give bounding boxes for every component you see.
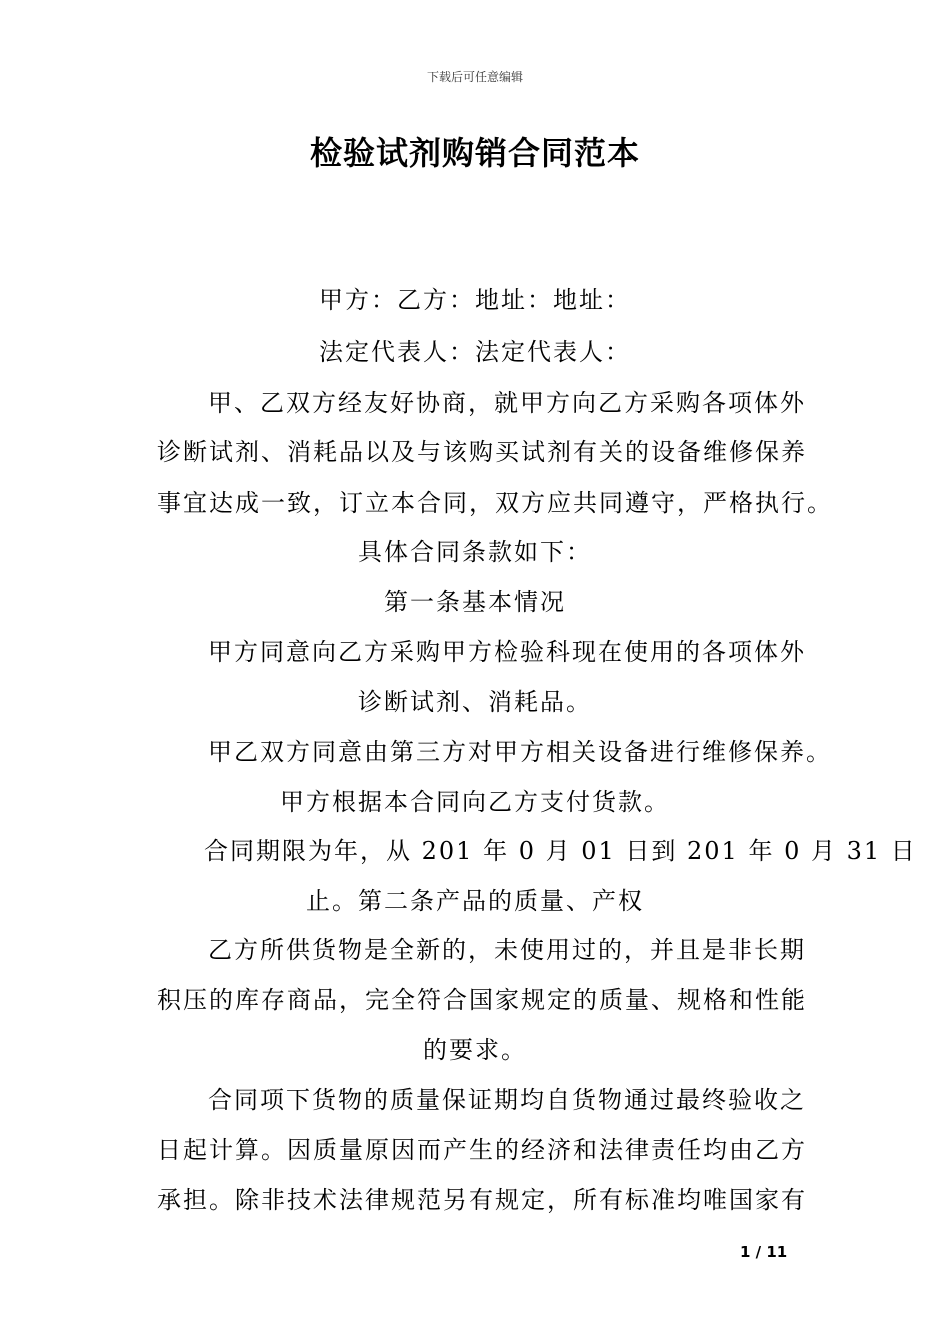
paragraph-line: 承担。除非技术法律规范另有规定，所有标准均唯国家有: [157, 1186, 807, 1214]
paragraph-line: 日起计算。因质量原因而产生的经济和法律责任均由乙方: [157, 1136, 807, 1164]
paragraph-line: 积压的库存商品，完全符合国家规定的质量、规格和性能: [157, 986, 807, 1014]
paragraph-line: 的要求。: [423, 1036, 527, 1064]
paragraph-line: 甲方根据本合同向乙方支付货款。: [280, 788, 670, 816]
party-address-line: 甲方：乙方：地址：地址：: [319, 286, 631, 314]
article-heading: 第一条基本情况: [384, 588, 566, 616]
paragraph-line: 诊断试剂、消耗品。: [358, 688, 592, 716]
paragraph-line: 甲乙双方同意由第三方对甲方相关设备进行维修保养。: [208, 738, 832, 766]
page-number: 1 / 11: [740, 1243, 788, 1261]
paragraph-line: 止。第二条产品的质量、产权: [306, 887, 644, 915]
paragraph-line: 诊断试剂、消耗品以及与该购买试剂有关的设备维修保养: [157, 438, 807, 466]
paragraph-line: 具体合同条款如下：: [358, 538, 592, 566]
paragraph-line: 乙方所供货物是全新的，未使用过的，并且是非长期: [208, 936, 806, 964]
paragraph-line: 事宜达成一致，订立本合同，双方应共同遵守，严格执行。: [157, 489, 833, 517]
contract-term-line: 合同期限为年，从 201 年 0 月 01 日到 201 年 0 月 31 日: [204, 837, 917, 865]
document-title: 检验试剂购销合同范本: [309, 134, 640, 172]
legal-representative-line: 法定代表人：法定代表人：: [319, 338, 631, 366]
paragraph-line: 合同项下货物的质量保证期均自货物通过最终验收之: [208, 1086, 806, 1114]
header-note: 下载后可任意编辑: [426, 70, 523, 84]
paragraph-line: 甲、乙双方经友好协商，就甲方向乙方采购各项体外: [208, 389, 806, 417]
paragraph-line: 甲方同意向乙方采购甲方检验科现在使用的各项体外: [208, 638, 806, 666]
